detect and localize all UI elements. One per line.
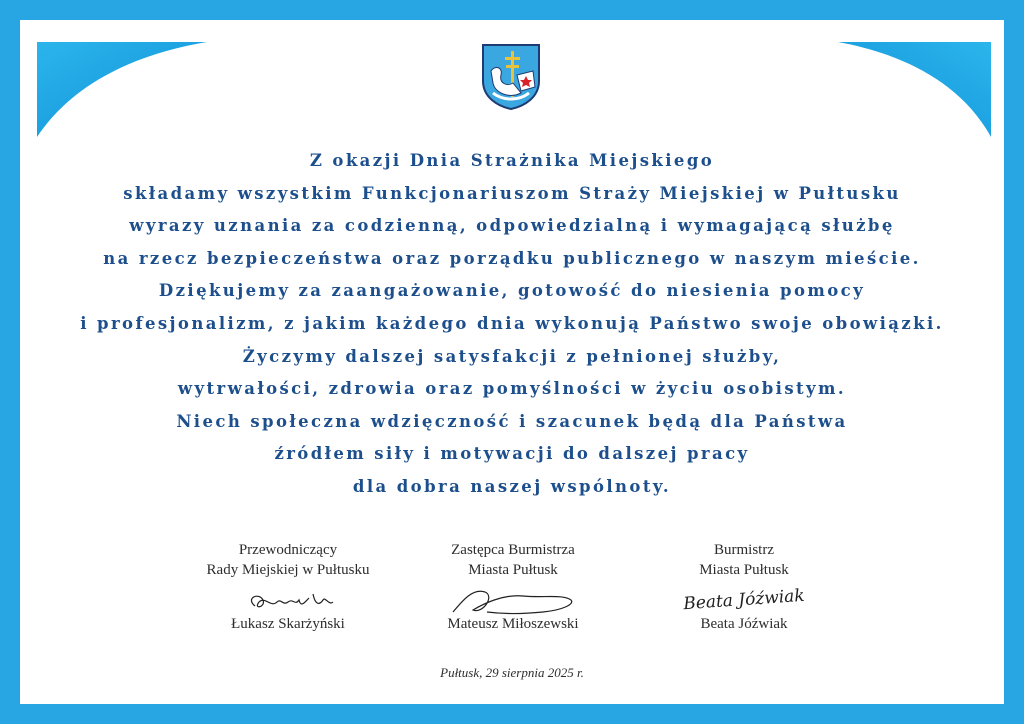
message-line: wytrwałości, zdrowia oraz pomyślności w życiu osobistym.: [177, 379, 847, 399]
handwritten-signature: Beata Jóźwiak: [682, 585, 806, 615]
message-line: Dziękujemy za zaangażowanie, gotowość do niesienia pomocy: [158, 281, 866, 301]
message-line: na rzecz bezpieczeństwa oraz porządku publicznego w naszym mieście.: [103, 248, 921, 268]
signature-title: Burmistrz: [714, 542, 774, 558]
message-line: Życzymy dalszej satysfakcji z pełnionej służby,: [242, 346, 782, 366]
message-line: składamy wszystkim Funkcjonariuszom Straży Miejskiej w Pułtusku: [123, 183, 901, 203]
greeting-message: [20, 145, 1004, 504]
signature-block-council-chair: [168, 540, 408, 634]
signature-title: Rady Miejskiej w Pułtusku: [206, 562, 370, 578]
signature-name: Mateusz Miłoszewski: [447, 616, 579, 632]
message-line: dla dobra naszej wspólnoty.: [352, 476, 672, 496]
place-and-date: Pułtusk, 29 sierpnia 2025 r.: [440, 665, 584, 680]
signature-title: Miasta Pułtusk: [468, 562, 558, 578]
signature-block-deputy-mayor: [393, 540, 633, 634]
signature-title: Zastępca Burmistrza: [451, 542, 575, 558]
message-line: źródłem siły i motywacji do dalszej pracy: [274, 444, 750, 464]
signature-title: Przewodniczący: [238, 542, 338, 558]
right-corner-swoosh: [838, 42, 991, 137]
message-line: wyrazy uznania za codzienną, odpowiedzialną i wymagającą służbę: [129, 216, 895, 236]
coat-of-arms-icon: [481, 43, 541, 111]
left-corner-swoosh: [37, 42, 207, 137]
message-line: i profesjonalizm, z jakim każdego dnia wykonują Państwo swoje obowiązki.: [80, 313, 944, 333]
signature-name: Łukasz Skarżyński: [231, 616, 345, 632]
greeting-card: [20, 20, 1004, 704]
signature-name: Beata Jóźwiak: [700, 616, 788, 632]
message-line: Niech społeczna wdzięczność i szacunek będą dla Państwa: [176, 411, 848, 431]
signature-block-mayor: [624, 540, 864, 634]
signature-title: Miasta Pułtusk: [699, 562, 789, 578]
message-line: Z okazji Dnia Strażnika Miejskiego: [309, 151, 715, 170]
